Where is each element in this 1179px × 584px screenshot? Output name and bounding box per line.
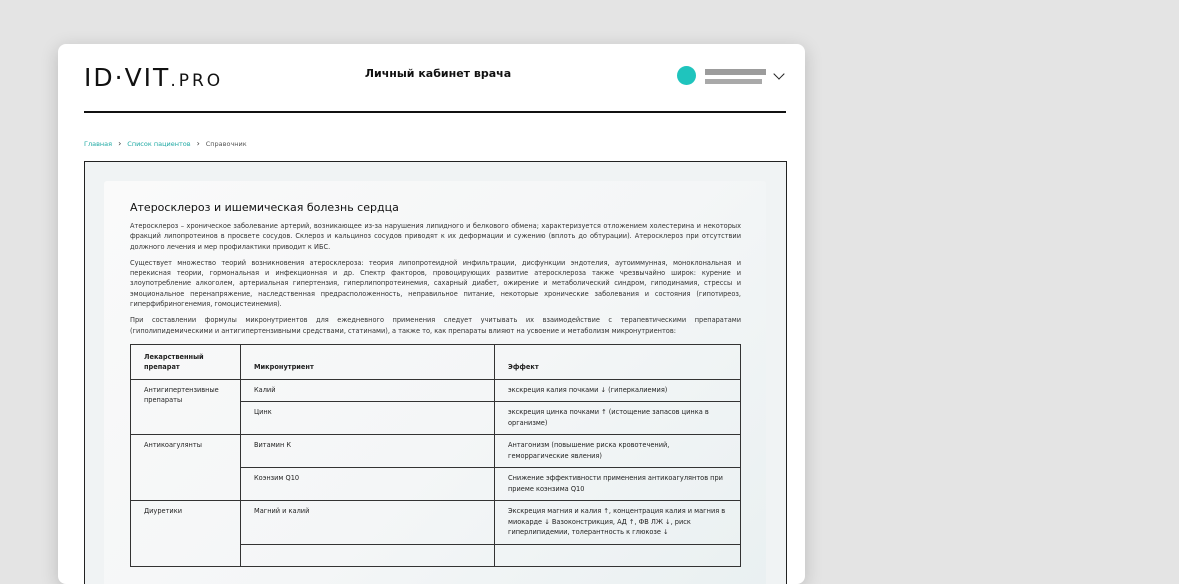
user-name-placeholder[interactable]	[705, 69, 766, 75]
logo-main: ID·VIT	[84, 63, 171, 92]
logo-suffix: .PRO	[170, 71, 224, 91]
breadcrumb-patients-link[interactable]: Список пациентов	[127, 139, 191, 148]
reference-frame	[84, 161, 787, 584]
breadcrumb-home-link[interactable]: Главная	[84, 139, 113, 148]
app-window	[58, 44, 805, 584]
cell-effect: экскреция цинка почками ↑ (истощение запасов цинка в организме)	[495, 402, 741, 435]
interaction-table	[130, 344, 741, 568]
article-card	[104, 181, 766, 584]
cell-effect	[495, 544, 741, 567]
table-header-row	[131, 344, 741, 379]
column-header-nutrient: Микронутриент	[241, 344, 495, 379]
table-row	[131, 435, 741, 468]
chevron-down-icon[interactable]	[773, 68, 784, 79]
cell-nutrient: Цинк	[241, 402, 495, 435]
table-row	[131, 379, 741, 402]
cell-nutrient	[241, 544, 495, 567]
table-row	[131, 501, 741, 545]
article-paragraph: При составлении формулы микронутриентов для ежедневного применения следует учитывать их взаимодействие с терапевтическими препаратами (гиполипидемическими и антигипертензивными средствами, статинами), а также то, как препараты влияют на усвоение и метаболизм микронутриентов:	[130, 316, 741, 335]
cell-effect: Снижение эффективности применения антикоагулянтов при приеме коэнзима Q10	[495, 468, 741, 501]
cell-nutrient: Калий	[241, 379, 495, 402]
column-header-effect: Эффект	[495, 344, 741, 379]
page-title: Личный кабинет врача	[364, 67, 512, 80]
article-paragraph: Атеросклероз – хроническое заболевание артерий, возникающее из-за нарушения липидного и белкового обмена; характеризуется отложением холестерина и некоторых фракций липопротеинов в просвете сосудов. Склероз и кальциноз сосудов приводят к их деформации и сужению (вплоть до обтурации). Атеросклероз при отсутствии должного лечения и мер профилактики приводит к ИБС.	[130, 222, 741, 251]
cell-drug: Антигипертензивные препараты	[131, 379, 241, 435]
cell-effect: Экскреция магния и калия ↑, концентрация калия и магния в миокарде ↓ Вазоконстрикция, АД ↑, ФВ ЛЖ ↓, риск гиперлипидемии, толерантность к глюкозе ↓	[495, 501, 741, 545]
cell-nutrient: Витамин К	[241, 435, 495, 468]
logo[interactable]	[84, 63, 223, 92]
article-title: Атеросклероз и ишемическая болезнь сердца	[130, 201, 399, 214]
chevron-right-icon: ›	[196, 139, 200, 148]
article-paragraph: Существует множество теорий возникновения атеросклероза: теория липопротеидной инфильтрации, дисфункции эндотелия, аутоиммунная, моноклональная и перекисная теории, гормональная и инфекционная и др. Спектр факторов, провоцирующих развитие атеросклероза также чрезвычайно широк: курение и злоупотребление алкоголем, артериальная гипертензия, гиперлипопротеинемия, сахарный диабет, ожирение и метаболический синдром, гиподинамия, стрессы и эмоциональное перенапряжение, наследственная предрасположенность, неправильное питание, некоторые хронические заболевания и состояния (гипотиреоз, гиперфибриногенемия, гомоцистеинемия).	[130, 258, 741, 309]
column-header-drug: Лекарственный препарат	[131, 344, 241, 379]
breadcrumb-current: Справочник	[205, 139, 247, 148]
cell-effect: экскреция калия почками ↓ (гиперкалиемия)	[495, 379, 741, 402]
cell-nutrient: Коэнзим Q10	[241, 468, 495, 501]
cell-drug: Антикоагулянты	[131, 435, 241, 501]
chevron-right-icon: ›	[118, 139, 122, 148]
cell-effect: Антагонизм (повышение риска кровотечений, геморрагические явления)	[495, 435, 741, 468]
cell-nutrient: Магний и калий	[241, 501, 495, 545]
avatar[interactable]	[677, 66, 696, 85]
header-divider	[84, 111, 786, 113]
user-subtitle-placeholder[interactable]	[705, 79, 762, 84]
breadcrumb	[84, 139, 247, 148]
cell-drug: Диуретики	[131, 501, 241, 567]
